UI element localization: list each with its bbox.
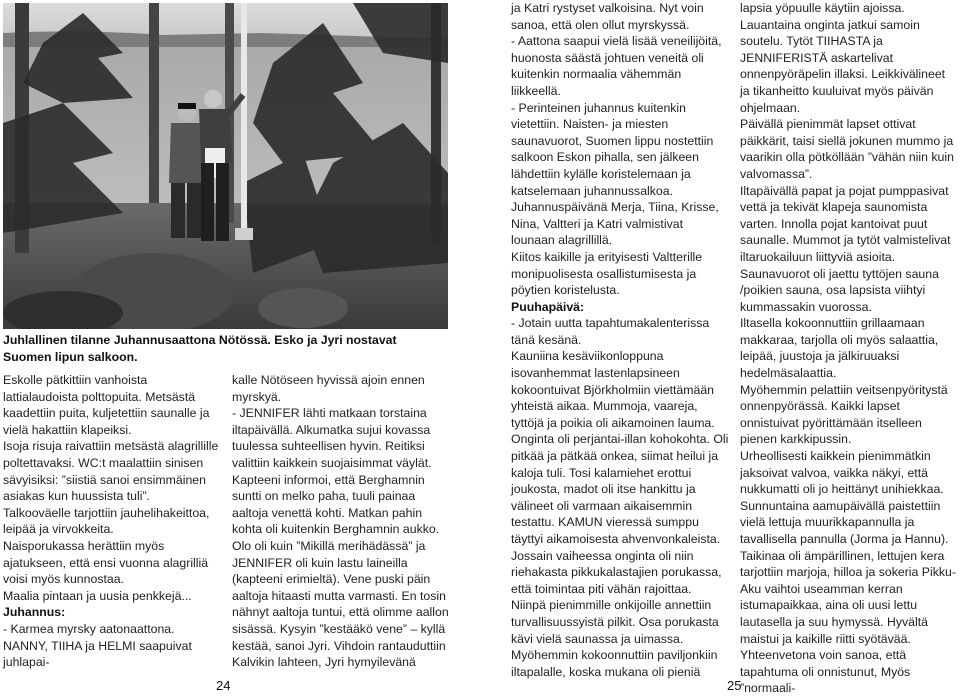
paragraph: Iltasella kokoonnuttiin grillaamaan makkaraa, tarjolla oli myös salaattia, leipää, juustoja ja jälkiruuaksi hedelmäsalaattia.	[740, 316, 939, 381]
paragraph: - Jotain uutta tapahtumakalenterissa tänä kesänä.	[511, 316, 710, 347]
paragraph: Saunavuorot oli jaettu tyttöjen sauna /poikien sauna, osa lapsista viihtyi kummassakin vuorossa.	[740, 266, 939, 314]
page-number-left: 24	[216, 678, 231, 693]
paragraph: Naisporukassa herättiin myös ajatukseen, että ensi vuonna alagrilliä voisi myös kunnostaa.	[3, 538, 209, 587]
paragraph: Isoja risuja raivattiin metsästä alagrillille poltettavaksi. WC:t maalattiin sinisen sävyisiksi: ”siistiä sanoi ensimmäinen asiakas kun huussista tuli”.	[3, 439, 219, 504]
paragraph: lapsia yöpuulle käytiin ajoissa.	[740, 1, 905, 15]
paragraph: ja Katri rystyset valkoisina. Nyt voin sanoa, että olen ollut myrskyssä.	[511, 1, 704, 32]
paragraph: Myöhemmin pelattiin veitsenpyöritystä onnenpyörässä. Kaikki lapset onnistuivat pyörittämään itselleen pienen karkkipussin.	[740, 382, 948, 447]
section-heading: Juhannus:	[3, 605, 66, 620]
paragraph: - JENNIFER lähti matkaan torstaina iltapäivällä. Alkumatka sujui kovassa tuulessa suhteellisen hyvin. Reitiksi valittiin kaikkein suojaisimmat väylät. Kapteeni informoi, että Berghamnin suntti on melko paha, tuuli painaa aaltoja venettä kohti. Matkan pahin kohta oli kuitenkin Berghamnin aukko. Olo oli kuin ”Mikillä merihädässä” ja JENNIFER oli kuin lastu laineilla (kapteeni erimieltä). Vene puski päin aaltoja hitaasti mutta varmasti. En tosin nähnyt aaltoja tuntui, että olimme aallon sisässä. Kysyin ”kestääkö vene” – kyllä kestää, sanoi Jyri. Vihdoin rantauduttiin Kalvikin lahteen, Jyri hymyilevänä	[232, 406, 449, 670]
paragraph: Talkooväelle tarjottiin jauhelihakeittoa, leipää ja virvokkeita.	[3, 505, 210, 537]
flag-raising-photo	[3, 3, 448, 329]
paragraph: Kiitos kaikille ja erityisesti Valtterille monipuolisesta osallistumisesta ja pöytien koristelusta.	[511, 249, 703, 298]
paragraph: kalle Nötöseen hyvissä ajoin ennen myrskyä.	[232, 373, 425, 404]
text-column-1	[3, 372, 221, 671]
paragraph: Lauantaina onginta jatkui samoin soutelu. Tytöt TIIHASTA ja JENNIFERISTÄ askartelivat onnenpyöräpelin illaksi. Leikkivälineet ja tikanheitto kuuluivat myös päivän ohjelmaan.	[740, 17, 946, 115]
paragraph: Maalia pintaan ja uusia penkkejä...	[3, 588, 192, 603]
text-column-3	[511, 0, 729, 680]
section-heading: Puuhapäivä:	[511, 299, 585, 314]
paragraph: - Karmea myrsky aatonaattona. NANNY, TIIHA ja HELMI saapuivat juhlapai-	[3, 621, 192, 670]
paragraph: - Aattona saapui vielä lisää veneilijöitä, huonosta säästä johtuen veneitä oli kuitenkin normaalia vähemmän liikkeellä.	[511, 34, 722, 98]
text-column-2	[232, 372, 450, 671]
paragraph: Päivällä pienimmät lapset ottivat päikkärit, taisi siellä jokunen mummo ja vaarikin olla pötköllään ”vähän niin kuin valvomassa”.	[740, 117, 954, 181]
paragraph: Kauniina kesäviikonloppuna isovanhemmat lastenlapsineen kokoontuivat Björkholmiin viettämään yhteistä aikaa. Mummoja, vaareja, tyttöjä ja poikia oli aikamoinen lauma.	[511, 349, 715, 430]
paragraph: Juhannuspäivänä Merja, Tiina, Krisse, Nina, Valtteri ja Katri valmistivat lounaan alagrillillä.	[511, 200, 719, 248]
text-column-4	[740, 0, 958, 697]
paragraph: Iltapäivällä papat ja pojat pumppasivat vettä ja tekivät klapeja saunomista varten. Innolla pojat kantoivat puut saunalle. Mummot ja tytöt valmistelivat iltaruokailuun liittyviä asioita.	[740, 183, 951, 264]
photo-caption: Juhlallinen tilanne Juhannusaattona Nötössä. Esko ja Jyri nostavat Suomen lipun salkoon.	[3, 333, 397, 364]
paragraph: Jossain vaiheessa onginta oli niin riehakasta pikkukalastajien porukassa, että toimintaa piti vähän rajoittaa. Niinpä pienimmille onkijoille annettiin turvallisuussyistä pilkit. Osa porukasta kävi vielä saunassa ja uimassa. Myöhemmin kokoonnuttiin paviljonkiin iltapalalle, koska mukana oli pieniä	[511, 548, 722, 679]
paragraph: Eskolle pätkittiin vanhoista lattialaudoista polttopuita. Metsästä kaadettiin puita, kuljetettiin saunalle ja vielä hakattiin klapeiksi.	[3, 373, 210, 437]
paragraph: Yhteenvetona voin sanoa, että tapahtuma oli onnistunut, Myös ”normaali-	[740, 648, 911, 696]
paragraph: Sunnuntaina aamupäivällä paistettiin vielä lettuja muurikkapannulla ja tavallisella pannulla (Jorma ja Hannu). Taikinaa oli ämpärillinen, lettujen kera tarjottiin marjoja, hilloa ja sokeria Pikku-Aku vaihtoi useamman kerran istumapaikkaa, aina oli uusi lettu lautasella ja suu hymyssä. Hyvältä maistui ja kaikille riitti syötävää.	[740, 498, 956, 646]
paragraph: Onginta oli perjantai-illan kohokohta. Oli pitkää ja pätkää onkea, siimat heilui ja kaloja tuli. Tosi kalamiehet erottui joukosta, madot oli itse hankittu ja välineet oli varmaan aikaisemmin testattu. KAMUN vieressä sumppu täyttyi aikamoisesta ahvenvonkaleista.	[511, 432, 729, 546]
paragraph: Urheollisesti kaikkein pienimmätkin jaksoivat valvoa, vaikka näkyi, että nukkumatti oli jo heittänyt unihiekkaa.	[740, 449, 944, 497]
page-number-right: 25	[727, 678, 742, 693]
photo-image	[3, 3, 448, 329]
paragraph: - Perinteinen juhannus kuitenkin vietettiin. Naisten- ja miesten saunavuorot, Suomen lippu nostettiin salkoon Eskon pihalla, sen jälkeen lähdettiin kylälle koristelemaan ja katselemaan juhannussalkoa.	[511, 100, 714, 198]
